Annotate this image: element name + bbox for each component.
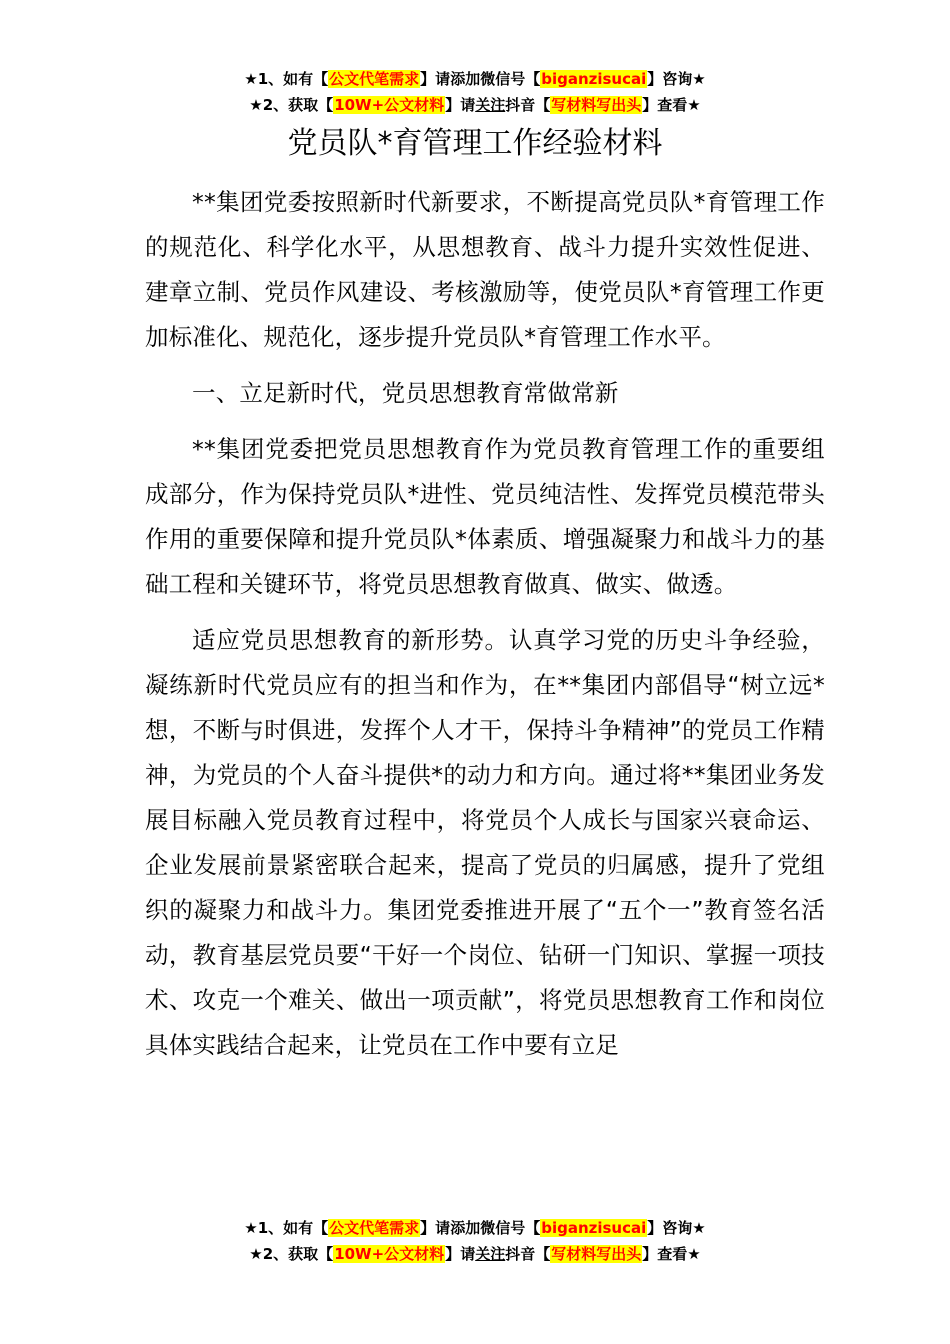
banner-text: ★1、如有【	[244, 1219, 329, 1237]
section-heading: 一、立足新时代，党员思想教育常做常新	[192, 379, 619, 407]
banner-highlight: 写材料写出头	[551, 96, 642, 114]
paragraph: 适应党员思想教育的新形势。认真学习党的历史斗争经验，凝练新时代党员应有的担当和作为，在**集团内部倡导“树立远*想，不断与时俱进，发挥个人才干，保持斗争精神”的党员工作精神，为党员的个人奋斗提供*的动力和方向。通过将**集团业务发展目标融入党员教育过程中，将党员个人成长与国家兴衰命运、企业发展前景紧密联合起来，提高了党员的归属感，提升了党组织的凝聚力和战斗力。集团党委推进开展了“五个一”教育签名活动，教育基层党员要“干好一个岗位、钻研一门知识、掌握一项技术、攻克一个难关、做出一项贡献”，将党员思想教育工作和岗位具体实践结合起来，让党员在工作中要有立足	[145, 626, 825, 1059]
banner-line-2	[0, 92, 950, 118]
footer-banner	[0, 1215, 950, 1267]
paragraph: **集团党委把党员思想教育作为党员教育管理工作的重要组成部分，作为保持党员队*进性、党员纯洁性、发挥党员模范带头作用的重要保障和提升党员队*体素质、增强凝聚力和战斗力的基础工程和关键环节，将党员思想教育做真、做实、做透。	[145, 435, 825, 598]
banner-line-1	[0, 66, 950, 92]
banner-text: 】咨询★	[647, 1219, 706, 1237]
banner-line-1	[0, 1215, 950, 1241]
banner-highlight: 10W+公文材料	[334, 1245, 445, 1263]
banner-text: 抖音【	[505, 1245, 551, 1263]
banner-highlight: 公文代笔需求	[329, 70, 420, 88]
banner-emphasis: 添加	[450, 1219, 481, 1237]
banner-text: 微信号【	[480, 1219, 541, 1237]
banner-text: 】查看★	[642, 1245, 701, 1263]
banner-emphasis: 关注	[475, 1245, 506, 1263]
banner-emphasis: 添加	[450, 70, 481, 88]
banner-text: 微信号【	[480, 70, 541, 88]
banner-highlight: 公文代笔需求	[329, 1219, 420, 1237]
banner-text: 】咨询★	[647, 70, 706, 88]
banner-text: 】查看★	[642, 96, 701, 114]
banner-emphasis: 关注	[475, 96, 506, 114]
banner-text: 】请	[420, 70, 451, 88]
banner-text: 】请	[445, 96, 476, 114]
banner-text: ★2、获取【	[249, 1245, 334, 1263]
banner-text: 】请	[445, 1245, 476, 1263]
document-body	[145, 180, 825, 1079]
header-banner	[0, 66, 950, 118]
banner-text: ★1、如有【	[244, 70, 329, 88]
banner-highlight: biganzisucai	[541, 70, 647, 88]
paragraph: **集团党委按照新时代新要求，不断提高党员队*育管理工作的规范化、科学化水平，从思想教育、战斗力提升实效性促进、建章立制、党员作风建设、考核激励等，使党员队*育管理工作更加标准化、规范化，逐步提升党员队*育管理工作水平。	[145, 188, 825, 351]
banner-text: 抖音【	[505, 96, 551, 114]
banner-line-2	[0, 1241, 950, 1267]
banner-highlight: 写材料写出头	[551, 1245, 642, 1263]
document-title: 党员队*育管理工作经验材料	[287, 126, 663, 161]
banner-highlight: biganzisucai	[541, 1219, 647, 1237]
banner-text: ★2、获取【	[249, 96, 334, 114]
banner-text: 】请	[420, 1219, 451, 1237]
banner-highlight: 10W+公文材料	[334, 96, 445, 114]
